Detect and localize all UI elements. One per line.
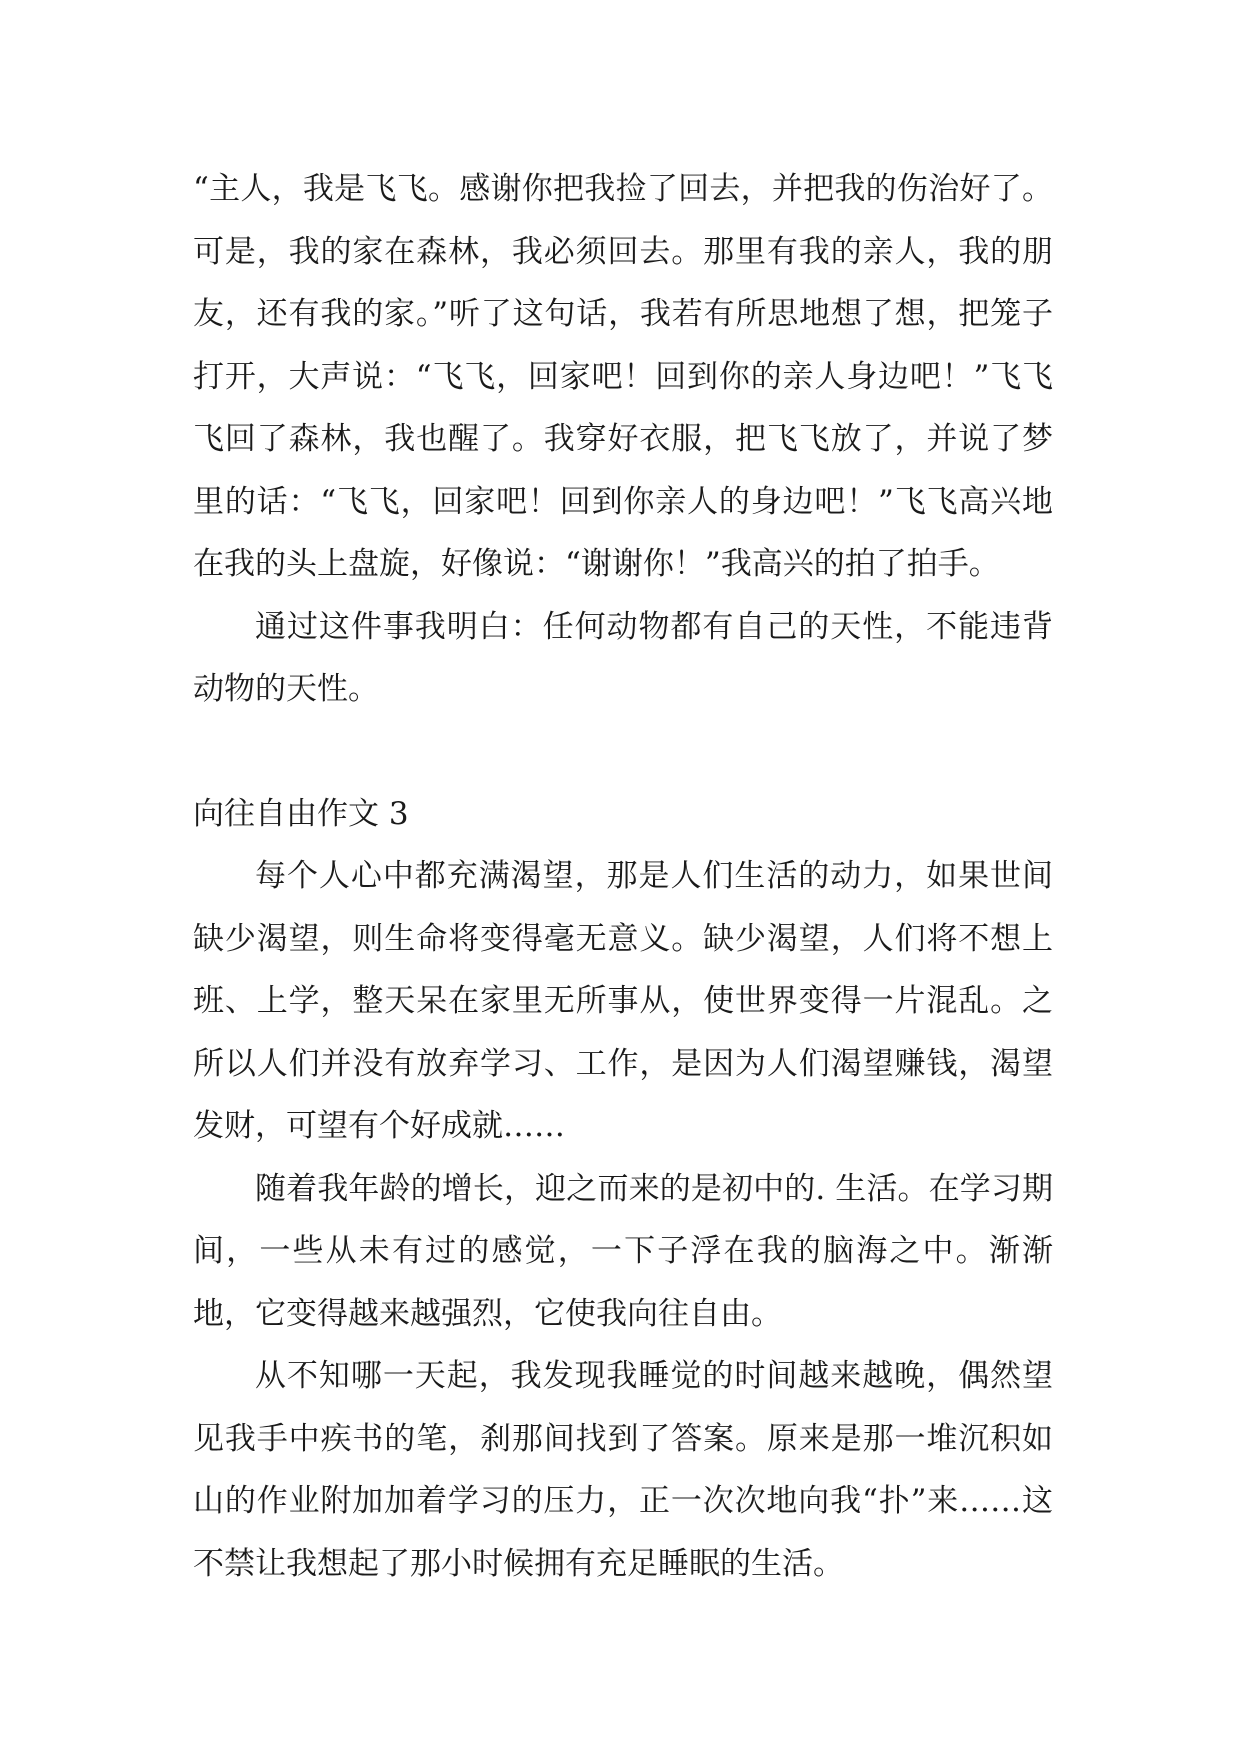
document-body xyxy=(193,158,1053,1595)
section-title: 向往自由作文 3 xyxy=(193,795,409,832)
paragraph-lesson: 通过这件事我明白：任何动物都有自己的天性，不能违背动物的天性。 xyxy=(193,608,1053,707)
paragraph-homework: 从不知哪一天起，我发现我睡觉的时间越来越晚，偶然望见我手中疾书的笔，刹那间找到了答案。原来是那一堆沉积如山的作业附加加着学习的压力，正一次次地向我“扑”来……这不禁让我想起了那小时候拥有充足睡眠的生活。 xyxy=(193,1358,1053,1582)
paragraph-middle-school: 随着我年龄的增长，迎之而来的是初中的. 生活。在学习期间，一些从未有过的感觉，一下子浮在我的脑海之中。渐渐地，它变得越来越强烈，它使我向往自由。 xyxy=(193,1170,1053,1332)
section-spacer xyxy=(193,721,1053,783)
paragraph-desire: 每个人心中都充满渴望，那是人们生活的动力，如果世间缺少渴望，则生命将变得毫无意义。缺少渴望，人们将不想上班、上学，整天呆在家里无所事从，使世界变得一片混乱。之所以人们并没有放弃学习、工作，是因为人们渴望赚钱，渴望发财，可望有个好成就…… xyxy=(193,858,1053,1144)
paragraph-dream-dialogue: “主人，我是飞飞。感谢你把我捡了回去，并把我的伤治好了。可是，我的家在森林，我必须回去。那里有我的亲人，我的朋友，还有我的家。”听了这句话，我若有所思地想了想，把笼子打开，大声说：“飞飞，回家吧！回到你的亲人身边吧！”飞飞飞回了森林，我也醒了。我穿好衣服，把飞飞放了，并说了梦里的话：“飞飞，回家吧！回到你亲人的身边吧！”飞飞高兴地在我的头上盘旋，好像说：“谢谢你！”我高兴的拍了拍手。 xyxy=(193,171,1053,582)
